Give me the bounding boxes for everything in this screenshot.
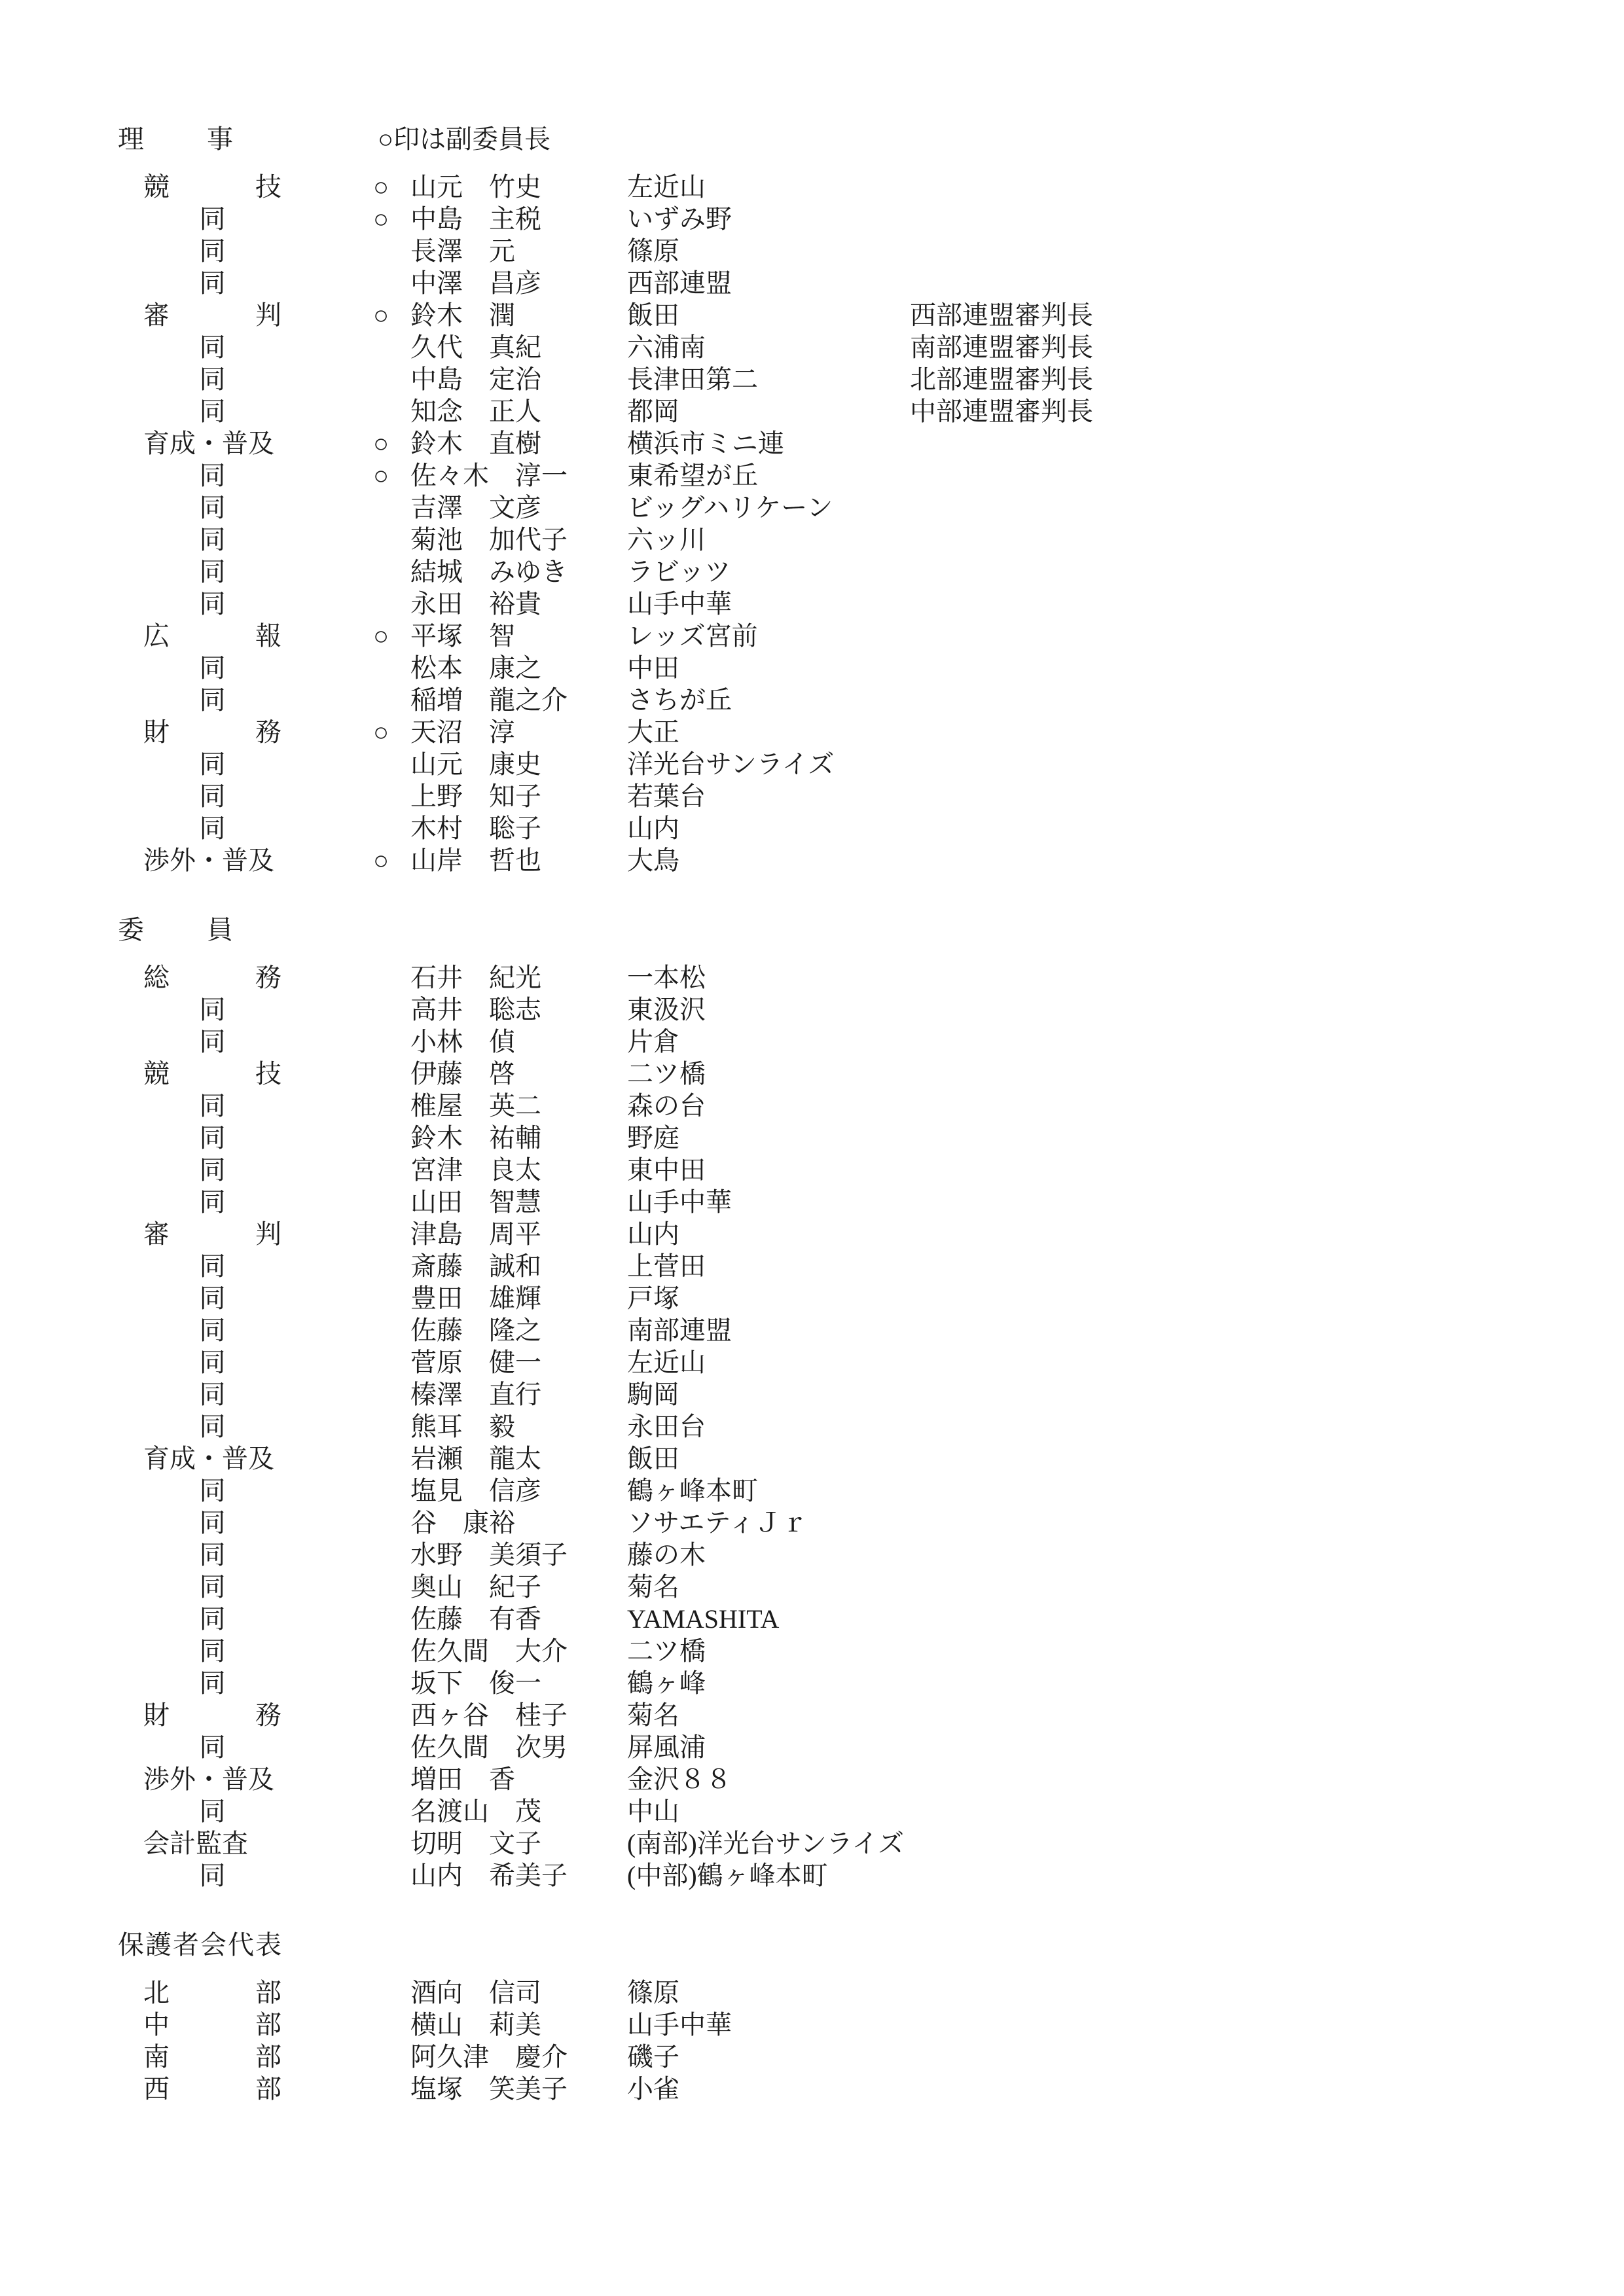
member-name: 椎屋 英二	[410, 1091, 541, 1121]
role-label: 同	[199, 589, 226, 619]
team-name: 鶴ヶ峰	[627, 1668, 706, 1698]
section-header	[0, 1929, 1624, 1961]
member-row	[0, 1410, 1624, 1443]
role-label: 同	[199, 1508, 226, 1537]
role-label-char: 技	[255, 1059, 281, 1088]
team-name: 戸塚	[627, 1283, 679, 1313]
vice-chair-circle-mark: ○	[373, 846, 389, 875]
team-name: 大正	[627, 717, 679, 747]
role-label: 同	[199, 1572, 226, 1602]
member-row	[0, 1795, 1624, 1827]
team-name: 左近山	[627, 1348, 706, 1377]
member-name: 酒向 信司	[410, 1978, 541, 2007]
vice-chair-circle-mark: ○	[373, 717, 389, 747]
role-label-char: 競	[143, 1059, 170, 1088]
member-name: 豊田 雄輝	[410, 1283, 541, 1313]
member-row	[0, 1859, 1624, 1892]
member-name: 塩塚 笑美子	[410, 2074, 568, 2104]
role-label: 同	[199, 557, 226, 586]
member-name: 佐久間 次男	[410, 1732, 568, 1762]
role-label: 同	[199, 365, 226, 394]
team-name: 中田	[627, 653, 679, 683]
team-name: 森の台	[627, 1091, 706, 1121]
member-row	[0, 395, 1624, 427]
role-label: 同	[199, 685, 226, 715]
team-name: 六浦南	[627, 332, 706, 362]
member-row	[0, 203, 1624, 235]
member-row	[0, 780, 1624, 812]
role-label	[143, 1699, 281, 1731]
team-name: レッズ宮前	[627, 621, 758, 651]
team-name: 六ッ川	[627, 525, 706, 554]
member-name: 山元 竹史	[410, 172, 541, 202]
member-row	[0, 1154, 1624, 1186]
role-label: 同	[199, 1283, 226, 1313]
member-row	[0, 1699, 1624, 1731]
role-label-char: 審	[143, 1219, 170, 1249]
team-name: 金沢８８	[627, 1765, 732, 1794]
section-title-char: 理	[118, 124, 144, 154]
role-label	[143, 1218, 281, 1250]
role-label: 同	[199, 1636, 226, 1666]
member-row	[0, 620, 1624, 652]
position-note: 中部連盟審判長	[910, 397, 1093, 426]
member-row	[0, 1378, 1624, 1410]
vice-chair-circle-mark: ○	[373, 300, 389, 330]
vice-chair-circle-mark: ○	[373, 461, 389, 490]
member-row	[0, 235, 1624, 267]
role-label: 同	[199, 1091, 226, 1121]
member-row	[0, 2009, 1624, 2041]
role-label-char: 西	[143, 2074, 170, 2104]
member-name: 佐久間 大介	[410, 1636, 568, 1666]
role-label: 渉外・普及	[143, 846, 274, 875]
section-title-char: 事	[207, 124, 233, 154]
team-name: 篠原	[627, 1978, 679, 2007]
role-label: 同	[199, 236, 226, 266]
role-label: 同	[199, 1476, 226, 1505]
role-label-char: 報	[255, 621, 281, 651]
member-row	[0, 524, 1624, 556]
member-name: 稲増 龍之介	[410, 685, 568, 715]
member-name: 増田 香	[410, 1765, 515, 1794]
section-title-char: 員	[207, 915, 233, 944]
member-name: 天沼 淳	[410, 717, 515, 747]
role-label-char: 南	[143, 2042, 170, 2072]
role-label: 同	[199, 461, 226, 490]
team-name: 飯田	[627, 1444, 679, 1473]
role-label: 同	[199, 1251, 226, 1281]
member-name: 松本 康之	[410, 653, 541, 683]
member-name: 榛澤 直行	[410, 1380, 541, 1409]
member-row	[0, 1443, 1624, 1475]
member-name: 中島 定治	[410, 365, 541, 394]
vice-chair-circle-mark: ○	[373, 204, 389, 234]
member-name: 久代 真紀	[410, 332, 541, 362]
role-label: 同	[199, 1316, 226, 1345]
role-label: 同	[199, 525, 226, 554]
section-rows	[0, 961, 1624, 1892]
section	[0, 1929, 1624, 2105]
role-label-char: 務	[255, 1700, 281, 1730]
role-label-char: 部	[255, 2010, 281, 2039]
role-label: 同	[199, 493, 226, 522]
team-name: 山手中華	[627, 2010, 732, 2039]
team-name: 片倉	[627, 1027, 679, 1056]
member-row	[0, 652, 1624, 684]
member-row	[0, 1763, 1624, 1795]
team-name: 一本松	[627, 963, 706, 992]
team-name: 菊名	[627, 1700, 679, 1730]
member-name: 山岸 哲也	[410, 846, 541, 875]
member-row	[0, 1090, 1624, 1122]
role-label-char: 部	[255, 1978, 281, 2007]
team-name: 西部連盟	[627, 268, 732, 298]
member-row	[0, 812, 1624, 844]
member-name: 山内 希美子	[410, 1861, 568, 1890]
team-name: 小雀	[627, 2074, 679, 2104]
role-label: 同	[199, 1412, 226, 1441]
member-row	[0, 1058, 1624, 1090]
team-name: 永田台	[627, 1412, 706, 1441]
member-row	[0, 2041, 1624, 2073]
team-name: 山内	[627, 814, 679, 843]
role-label: 育成・普及	[143, 1444, 274, 1473]
member-name: 上野 知子	[410, 781, 541, 811]
member-row	[0, 1475, 1624, 1507]
member-row	[0, 716, 1624, 748]
member-name: 高井 聡志	[410, 995, 541, 1024]
role-label	[143, 716, 281, 748]
team-name: 上菅田	[627, 1251, 706, 1281]
role-label	[143, 299, 281, 331]
section-header	[0, 914, 1624, 946]
team-name: 東中田	[627, 1155, 706, 1185]
role-label: 同	[199, 1187, 226, 1217]
member-name: 斎藤 誠和	[410, 1251, 541, 1281]
role-label-char: 部	[255, 2042, 281, 2072]
role-label: 渉外・普及	[143, 1765, 274, 1794]
member-row	[0, 459, 1624, 492]
role-label-char: 財	[143, 717, 170, 747]
role-label	[143, 1058, 281, 1090]
member-name: 坂下 俊一	[410, 1668, 541, 1698]
role-label: 同	[199, 1348, 226, 1377]
member-name: 伊藤 啓	[410, 1059, 515, 1088]
member-name: 西ヶ谷 桂子	[410, 1700, 568, 1730]
position-note: 西部連盟審判長	[910, 300, 1093, 330]
role-label: 同	[199, 1861, 226, 1890]
team-name: (南部)洋光台サンライズ	[627, 1829, 905, 1858]
vice-chair-circle-mark: ○	[373, 621, 389, 651]
role-label-char: 競	[143, 172, 170, 202]
team-name: 山手中華	[627, 1187, 732, 1217]
role-label-char: 審	[143, 300, 170, 330]
member-name: 切明 文子	[410, 1829, 541, 1858]
member-row	[0, 994, 1624, 1026]
role-label	[143, 620, 281, 652]
member-row	[0, 363, 1624, 395]
role-label-char: 北	[143, 1978, 170, 2007]
member-name: 中澤 昌彦	[410, 268, 541, 298]
section-rows	[0, 171, 1624, 876]
role-label: 同	[199, 268, 226, 298]
role-label: 同	[199, 749, 226, 779]
role-label: 同	[199, 1732, 226, 1762]
role-label-char: 部	[255, 2074, 281, 2104]
team-name: 屏風浦	[627, 1732, 706, 1762]
team-name: ソサエティＪｒ	[627, 1508, 808, 1537]
role-label: 同	[199, 204, 226, 234]
role-label: 同	[199, 1155, 226, 1185]
team-name: 篠原	[627, 236, 679, 266]
section-title: 保護者会代表	[118, 1930, 283, 1960]
member-row	[0, 1635, 1624, 1667]
team-name: 鶴ヶ峰本町	[627, 1476, 758, 1505]
section-header	[0, 123, 1624, 155]
member-row	[0, 1977, 1624, 2009]
member-name: 塩見 信彦	[410, 1476, 541, 1505]
team-name: さちが丘	[627, 685, 732, 715]
member-row	[0, 684, 1624, 716]
role-label: 同	[199, 1797, 226, 1826]
member-row	[0, 267, 1624, 299]
member-name: 鈴木 直樹	[410, 429, 541, 458]
member-row	[0, 427, 1624, 459]
member-name: 名渡山 茂	[410, 1797, 541, 1826]
member-row	[0, 556, 1624, 588]
team-name: 磯子	[627, 2042, 679, 2072]
member-name: 小林 偵	[410, 1027, 515, 1056]
legend-note: ○印は副委員長	[378, 124, 551, 154]
team-name: 菊名	[627, 1572, 679, 1602]
vice-chair-circle-mark: ○	[373, 172, 389, 202]
team-name: 長津田第二	[627, 365, 758, 394]
member-row	[0, 331, 1624, 363]
member-name: 石井 紀光	[410, 963, 541, 992]
role-label-char: 判	[255, 300, 281, 330]
role-label-char: 財	[143, 1700, 170, 1730]
role-label: 同	[199, 653, 226, 683]
member-name: 山田 智慧	[410, 1187, 541, 1217]
role-label-char: 判	[255, 1219, 281, 1249]
member-name: 鈴木 潤	[410, 300, 515, 330]
role-label	[143, 961, 281, 994]
member-row	[0, 1026, 1624, 1058]
position-note: 北部連盟審判長	[910, 365, 1093, 394]
role-label: 会計監査	[143, 1829, 248, 1858]
role-label: 同	[199, 781, 226, 811]
role-label	[143, 2009, 281, 2041]
member-name: 吉澤 文彦	[410, 493, 541, 522]
member-name: 津島 周平	[410, 1219, 541, 1249]
section-rows	[0, 1977, 1624, 2105]
member-name: 岩瀬 龍太	[410, 1444, 541, 1473]
role-label-char: 技	[255, 172, 281, 202]
role-label	[143, 171, 281, 203]
vice-chair-circle-mark: ○	[373, 429, 389, 458]
team-name: 若葉台	[627, 781, 706, 811]
member-row	[0, 1282, 1624, 1314]
role-label: 同	[199, 1123, 226, 1153]
team-name: YAMASHITA	[627, 1604, 780, 1634]
member-row	[0, 1571, 1624, 1603]
role-label: 同	[199, 995, 226, 1024]
section	[0, 123, 1624, 876]
team-name: ラビッツ	[627, 557, 731, 586]
member-name: 奥山 紀子	[410, 1572, 541, 1602]
section	[0, 914, 1624, 1892]
team-name: 東希望が丘	[627, 461, 758, 490]
team-name: 都岡	[627, 397, 679, 426]
position-note: 南部連盟審判長	[910, 332, 1093, 362]
member-row	[0, 588, 1624, 620]
role-label: 育成・普及	[143, 429, 274, 458]
member-row	[0, 844, 1624, 876]
member-name: 宮津 良太	[410, 1155, 541, 1185]
role-label	[143, 2073, 281, 2105]
member-name: 佐藤 隆之	[410, 1316, 541, 1345]
member-row	[0, 1507, 1624, 1539]
team-name: 中山	[627, 1797, 679, 1826]
team-name: 二ツ橋	[627, 1059, 706, 1088]
role-label: 同	[199, 1380, 226, 1409]
role-label: 同	[199, 397, 226, 426]
member-row	[0, 2073, 1624, 2105]
role-label-char: 総	[143, 963, 170, 992]
member-row	[0, 1827, 1624, 1859]
member-row	[0, 1346, 1624, 1378]
member-name: 永田 裕貴	[410, 589, 541, 619]
team-name: 東汲沢	[627, 995, 706, 1024]
member-row	[0, 1539, 1624, 1571]
role-label: 同	[199, 1668, 226, 1698]
team-name: 二ツ橋	[627, 1636, 706, 1666]
member-name: 平塚 智	[410, 621, 515, 651]
member-name: 木村 聡子	[410, 814, 541, 843]
member-row	[0, 171, 1624, 203]
member-row	[0, 299, 1624, 331]
role-label-char: 広	[143, 621, 170, 651]
member-row	[0, 1186, 1624, 1218]
team-name: 洋光台サンライズ	[627, 749, 835, 779]
team-name: 野庭	[627, 1123, 679, 1153]
role-label: 同	[199, 332, 226, 362]
section-title	[118, 123, 233, 155]
team-name: 藤の木	[627, 1540, 706, 1570]
team-name: 山内	[627, 1219, 679, 1249]
member-row	[0, 961, 1624, 994]
member-name: 中島 主税	[410, 204, 541, 234]
role-label: 同	[199, 814, 226, 843]
section-title	[118, 914, 233, 946]
member-name: 菅原 健一	[410, 1348, 541, 1377]
role-label: 同	[199, 1027, 226, 1056]
team-name: 南部連盟	[627, 1316, 732, 1345]
member-name: 結城 みゆき	[410, 557, 568, 586]
section-title-char: 委	[118, 915, 144, 944]
member-row	[0, 1667, 1624, 1699]
member-row	[0, 1314, 1624, 1346]
role-label: 同	[199, 1604, 226, 1634]
member-name: 熊耳 毅	[410, 1412, 515, 1441]
role-label-char: 務	[255, 963, 281, 992]
role-label-char: 務	[255, 717, 281, 747]
member-name: 知念 正人	[410, 397, 541, 426]
team-name: (中部)鶴ヶ峰本町	[627, 1861, 828, 1890]
member-name: 山元 康史	[410, 749, 541, 779]
member-name: 阿久津 慶介	[410, 2042, 568, 2072]
role-label: 同	[199, 1540, 226, 1570]
member-row	[0, 748, 1624, 780]
team-name: 飯田	[627, 300, 679, 330]
member-name: 横山 莉美	[410, 2010, 541, 2039]
member-row	[0, 1731, 1624, 1763]
team-name: 横浜市ミニ連	[627, 429, 784, 458]
member-row	[0, 1122, 1624, 1154]
role-label	[143, 1977, 281, 2009]
team-name: 大鳥	[627, 846, 679, 875]
team-name: ビッグハリケーン	[627, 493, 833, 522]
team-name: 駒岡	[627, 1380, 679, 1409]
member-row	[0, 1603, 1624, 1635]
team-name: 左近山	[627, 172, 706, 202]
member-row	[0, 1250, 1624, 1282]
role-label-char: 中	[143, 2010, 170, 2039]
member-name: 谷 康裕	[410, 1508, 515, 1537]
team-name: 山手中華	[627, 589, 732, 619]
member-name: 鈴木 祐輔	[410, 1123, 541, 1153]
member-name: 長澤 元	[410, 236, 515, 266]
role-label	[143, 2041, 281, 2073]
team-name: いずみ野	[627, 204, 732, 234]
member-name: 水野 美須子	[410, 1540, 568, 1570]
member-name: 佐々木 淳一	[410, 461, 568, 490]
member-row	[0, 1218, 1624, 1250]
member-name: 佐藤 有香	[410, 1604, 541, 1634]
member-row	[0, 492, 1624, 524]
member-name: 菊池 加代子	[410, 525, 568, 554]
